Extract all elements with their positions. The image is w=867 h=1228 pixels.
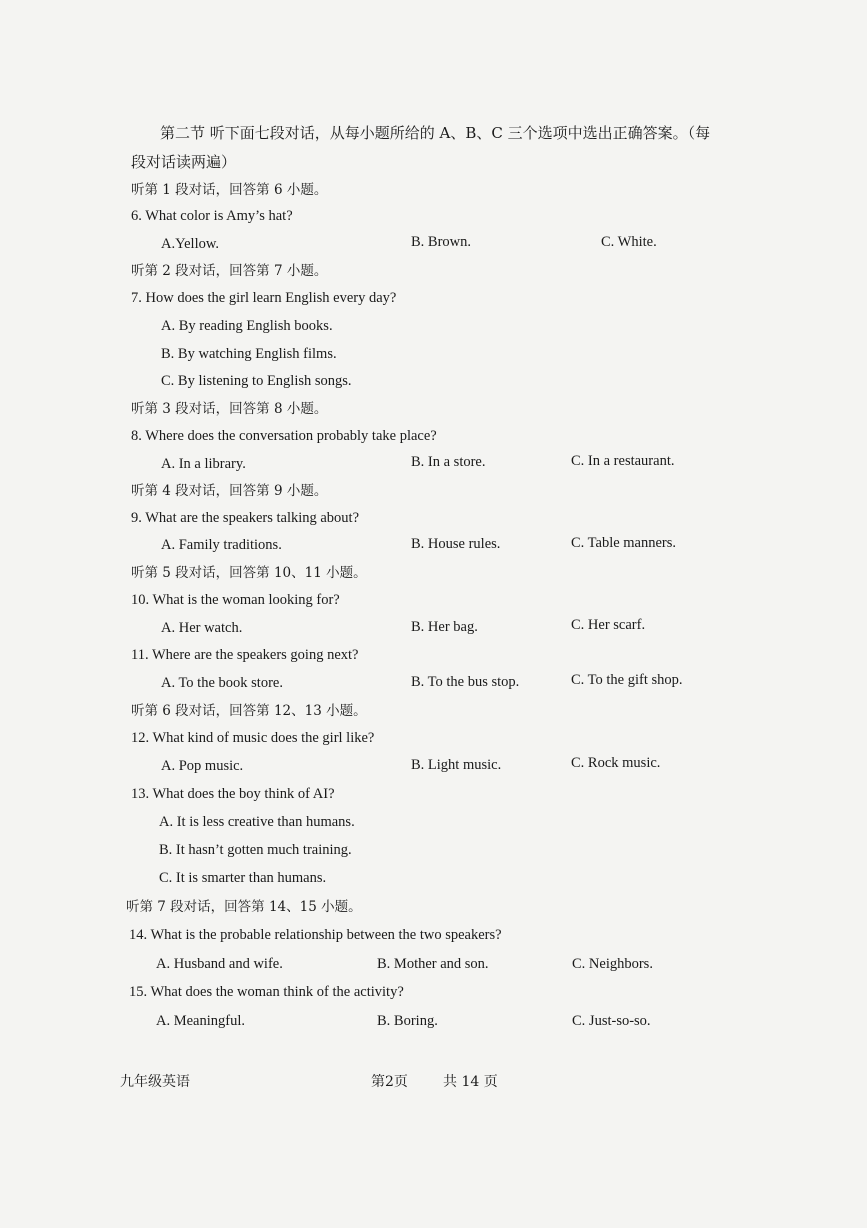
question-12-option-c: C. Rock music. [571,755,661,771]
dialogue-instruction: 听第 2 段对话，回答第 7 小题。 [131,263,328,279]
question-11-option-b: B. To the bus stop. [411,674,520,690]
question-15: 15. What does the woman think of the activity? [129,984,404,1000]
dialogue-instruction: 听第 4 段对话，回答第 9 小题。 [131,483,328,499]
section-heading-line2: 段对话读两遍） [131,153,237,171]
question-11: 11. Where are the speakers going next? [131,647,359,663]
question-15-option-b: B. Boring. [377,1013,438,1029]
question-15-option-a: A. Meaningful. [156,1013,245,1029]
footer-subject: 九年级英语 [120,1074,190,1090]
question-14-option-b: B. Mother and son. [377,956,489,972]
question-10-option-a: A. Her watch. [161,620,243,636]
question-6-option-c: C. White. [601,234,657,250]
question-14-option-c: C. Neighbors. [572,956,653,972]
dialogue-instruction: 听第 5 段对话，回答第 10、11 小题。 [131,565,367,581]
question-15-option-c: C. Just-so-so. [572,1013,651,1029]
footer-page-number: 第2页 [371,1074,408,1090]
question-10-option-b: B. Her bag. [411,619,478,635]
section-heading-line1: 第二节 听下面七段对话，从每小题所给的 A、B、C 三个选项中选出正确答案。（每 [160,124,711,142]
question-14: 14. What is the probable relationship between the two speakers? [129,927,502,943]
question-9-option-c: C. Table manners. [571,535,677,551]
question-12-option-a: A. Pop music. [161,758,244,774]
question-13-option-a: A. It is less creative than humans. [159,814,355,830]
dialogue-instruction: 听第 7 段对话，回答第 14、15 小题。 [126,899,362,915]
question-6-option-a: A.Yellow. [161,236,220,252]
question-7-option-c: C. By listening to English songs. [161,373,352,389]
question-12-option-b: B. Light music. [411,757,502,773]
question-8-option-b: B. In a store. [411,454,486,470]
question-10-option-c: C. Her scarf. [571,617,646,633]
question-13-option-c: C. It is smarter than humans. [159,870,327,886]
dialogue-instruction: 听第 6 段对话，回答第 12、13 小题。 [131,703,367,719]
question-12: 12. What kind of music does the girl like? [131,730,375,746]
question-14-option-a: A. Husband and wife. [156,956,283,972]
question-7-option-a: A. By reading English books. [161,318,333,334]
question-6: 6. What color is Amy’s hat? [131,208,293,224]
question-6-option-b: B. Brown. [411,234,472,250]
question-7: 7. How does the girl learn English every day? [131,290,397,306]
question-11-option-c: C. To the gift shop. [571,672,683,688]
question-9-option-b: B. House rules. [411,536,501,552]
question-13: 13. What does the boy think of AI? [131,786,335,802]
question-13-option-b: B. It hasn’t gotten much training. [159,842,352,858]
question-10: 10. What is the woman looking for? [131,592,340,608]
question-8: 8. Where does the conversation probably take place? [131,428,437,444]
question-8-option-c: C. In a restaurant. [571,453,675,469]
footer-total-pages: 共 14 页 [443,1074,498,1090]
question-9: 9. What are the speakers talking about? [131,510,360,526]
dialogue-instruction: 听第 1 段对话，回答第 6 小题。 [131,182,328,198]
question-7-option-b: B. By watching English films. [161,346,337,362]
dialogue-instruction: 听第 3 段对话，回答第 8 小题。 [131,401,328,417]
question-9-option-a: A. Family traditions. [161,537,282,553]
question-8-option-a: A. In a library. [161,456,246,472]
question-11-option-a: A. To the book store. [161,675,283,691]
